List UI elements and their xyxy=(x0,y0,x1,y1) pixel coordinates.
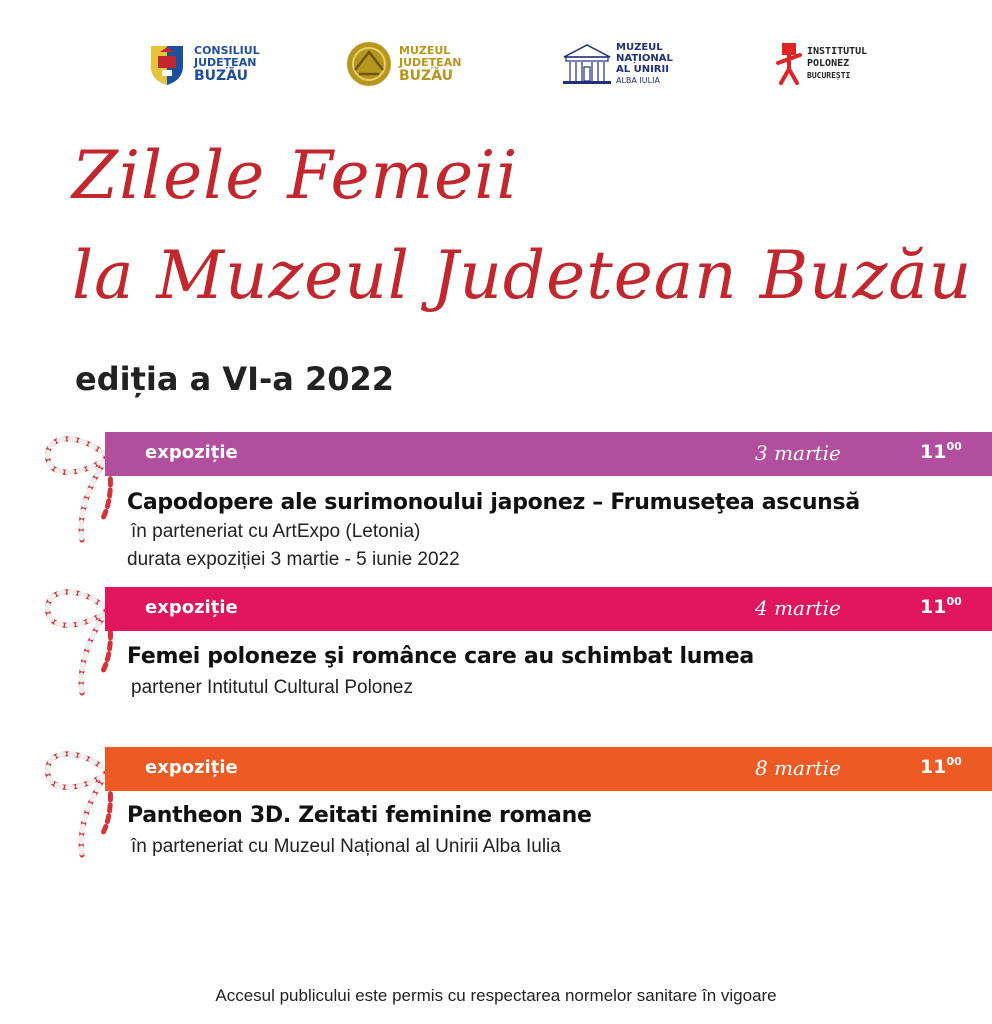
event-partner: partener Intitutul Cultural Polonez xyxy=(131,677,413,698)
museum-building-icon xyxy=(560,41,614,87)
consiliul-judetean-logo xyxy=(148,36,260,92)
logo-line: BUCUREȘTI xyxy=(807,71,851,80)
footer-note: Accesul publicului este permis cu respectarea normelor sanitare în vigoare xyxy=(215,986,777,1005)
muzeul-judetean-logo xyxy=(345,36,461,92)
event-partner: în parteneriat cu Muzeul Național al Unirii Alba Iulia xyxy=(131,836,561,857)
event-category: expoziție xyxy=(145,597,238,618)
event-title: Capodopere ale surimonoului japonez – Frumuseţea ascunsă xyxy=(127,490,860,515)
event-time xyxy=(920,595,962,618)
event-category: expoziție xyxy=(145,442,238,463)
institutul-polonez-logo xyxy=(773,36,867,92)
event-date: 8 martie xyxy=(755,756,841,780)
event-bar-fill xyxy=(105,587,992,631)
event-bar-fill xyxy=(105,747,992,791)
event-minutes: 00 xyxy=(946,595,962,608)
event-time xyxy=(920,440,962,463)
event-header-bar xyxy=(105,432,992,476)
partner-logos xyxy=(0,36,992,92)
event-date: 3 martie xyxy=(755,441,841,465)
page-title-line-1: Zilele Femeii xyxy=(72,137,519,214)
logo-line: BUZĂU xyxy=(194,67,248,84)
event-bar-fill xyxy=(105,432,992,476)
edition-label: ediția a VI-a 2022 xyxy=(75,360,395,398)
logo-line: AL UNIRII xyxy=(616,64,669,75)
logo-line: NAȚIONAL xyxy=(616,53,673,64)
event-hour: 11 xyxy=(920,756,947,778)
polish-institute-figure-icon xyxy=(773,41,803,87)
page-title-line-2: la Muzeul Judetean Buzău xyxy=(72,237,973,314)
event-header-bar xyxy=(105,587,992,631)
logo-line: JUDEȚEAN xyxy=(399,55,462,69)
event-category: expoziție xyxy=(145,757,238,778)
logo-line: JUDEȚEAN xyxy=(194,55,257,69)
coat-of-arms-icon xyxy=(148,42,186,86)
logo-line: POLONEZ xyxy=(807,58,850,69)
event-header-bar xyxy=(105,747,992,791)
event-duration: durata expoziției 3 martie - 5 iunie 2022 xyxy=(127,549,460,570)
museum-emblem-icon xyxy=(345,40,393,88)
logo-line: MUZEUL xyxy=(399,43,451,57)
event-date: 4 martie xyxy=(755,596,841,620)
event-time xyxy=(920,755,962,778)
muzeul-national-logo xyxy=(560,36,673,92)
logo-line: INSTITUTUL xyxy=(807,46,868,57)
logo-line: CONSILIUL xyxy=(194,43,260,57)
event-hour: 11 xyxy=(920,596,947,618)
event-title: Femei poloneze şi românce care au schimbat lumea xyxy=(127,644,754,669)
logo-line: ALBA IULIA xyxy=(616,76,660,85)
event-hour: 11 xyxy=(920,441,947,463)
logo-line: BUZĂU xyxy=(399,67,453,84)
event-title: Pantheon 3D. Zeitati feminine romane xyxy=(127,803,592,828)
event-minutes: 00 xyxy=(946,440,962,453)
logo-line: MUZEUL xyxy=(616,42,663,53)
event-partner: în parteneriat cu ArtExpo (Letonia) xyxy=(131,521,421,542)
event-minutes: 00 xyxy=(946,755,962,768)
